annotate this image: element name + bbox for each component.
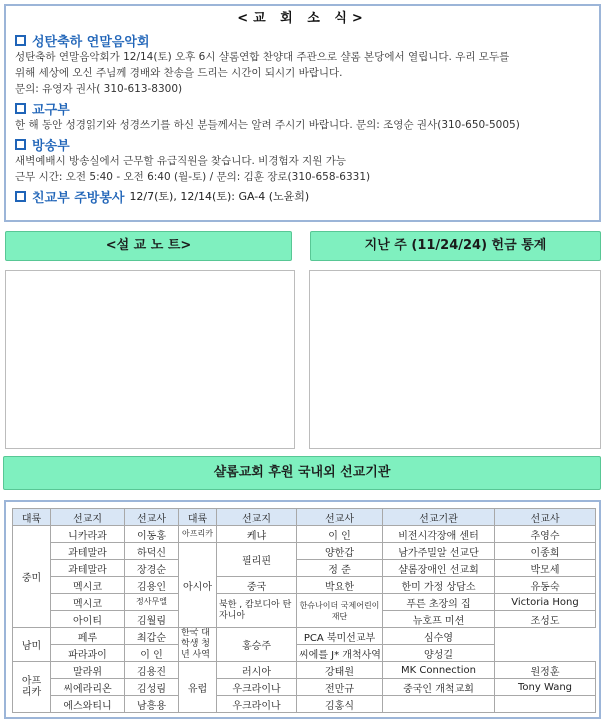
place-cell: 우크라이나 [217, 696, 297, 713]
checkbox-square-icon [15, 191, 26, 202]
header-region: 대륙 [179, 509, 217, 526]
missionary-cell: 한슈나이더 국제어린이 재단 [297, 594, 383, 628]
missionary-cell: 원정훈 [495, 662, 596, 679]
table-row [13, 696, 596, 713]
header-place: 선교지 [51, 509, 125, 526]
place-cell: 필리핀 [217, 543, 297, 577]
org-cell: 한미 가정 상담소 [383, 577, 495, 594]
place-cell: 과테말라 [51, 543, 125, 560]
header-organization: 선교기관 [383, 509, 495, 526]
org-cell: 씨에를 J* 개척사역 [297, 645, 383, 662]
section-heading-broadcast: 방송부 [15, 135, 590, 153]
table-row [13, 645, 596, 662]
missionary-cell: 정사무엘 [125, 594, 179, 611]
missionary-cell: 장경순 [125, 560, 179, 577]
place-cell: 중국 [217, 577, 297, 594]
missionary-cell: 김용진 [125, 662, 179, 679]
missionary-cell: 정 준 [297, 560, 383, 577]
org-cell: 중국인 개척교회 [383, 679, 495, 696]
region-cell: 중미 [13, 526, 51, 628]
offering-stats-panel [309, 270, 601, 449]
place-cell: 파라과이 [51, 645, 125, 662]
org-cell: 비전시각장애 센터 [383, 526, 495, 543]
header-missionary: 선교사 [495, 509, 596, 526]
missionary-cell [495, 696, 596, 713]
place-cell: 북한 , 캄보디아 탄자니아 [217, 594, 297, 628]
section-body-parish: 한 해 동안 성경읽기와 성경쓰기를 하신 분들께서는 알려 주시기 바랍니다. 문의: 조영순 권사(310-650-5005) [15, 119, 520, 131]
missionary-cell: 양성길 [383, 645, 495, 662]
org-cell [383, 696, 495, 713]
missionary-cell: 김월림 [125, 611, 179, 628]
missionary-cell: 박요한 [297, 577, 383, 594]
place-cell: 멕시코 [51, 577, 125, 594]
sermon-notes-panel [5, 270, 295, 449]
org-cell: 남가주밀알 선교단 [383, 543, 495, 560]
place-cell: 케냐 [217, 526, 297, 543]
missionary-cell: Tony Wang [495, 679, 596, 696]
place-cell: 러시아 [217, 662, 297, 679]
table-row [13, 543, 596, 560]
missionary-cell: 하덕신 [125, 543, 179, 560]
section-heading-concert: 성탄축하 연말음악회 [15, 31, 590, 49]
kitchen-schedule: 12/7(토), 12/14(토): GA-4 (노윤희) [129, 190, 310, 203]
header-missionary: 선교사 [125, 509, 179, 526]
missionary-cell: 유동숙 [495, 577, 596, 594]
org-cell: 샬롬장애인 선교회 [383, 560, 495, 577]
missionary-cell: 이동홍 [125, 526, 179, 543]
place-cell: 한국 대학생 청년 사역 [179, 628, 217, 662]
missionary-cell: 심수영 [383, 628, 495, 645]
missionary-cell: 박모세 [495, 560, 596, 577]
section-body-concert: 성탄축하 연말음악회가 12/14(토) 오후 6시 샬롬연합 찬양대 주관으로 샬롬 본당에서 열립니다. 우리 모두를 위해 세상에 오신 주님께 경배와 찬송을 드리는 시간이 되시기 바랍니다. 문의: 유영자 권사( 310-613-8300) [15, 51, 510, 95]
region-cell: 남미 [13, 628, 51, 662]
org-cell: 푸른 초장의 집 [383, 594, 495, 611]
missionary-cell: 최갑순 [125, 628, 179, 645]
checkbox-square-icon [15, 35, 26, 46]
missionary-cell: 이 인 [125, 645, 179, 662]
missionary-cell: 이 인 [297, 526, 383, 543]
section-heading-kitchen: 친교부 주방봉사 12/7(토), 12/14(토): GA-4 (노윤희) [15, 187, 590, 205]
missionary-cell: 강태원 [297, 662, 383, 679]
table-row [13, 679, 596, 696]
missionary-cell: 김홍식 [297, 696, 383, 713]
missions-banner[interactable]: 샬롬교회 후원 국내외 선교기관 [3, 456, 601, 490]
missionary-cell: 조성도 [495, 611, 596, 628]
region-cell: 유럽 [179, 662, 217, 713]
section-body-broadcast: 새벽예배시 방송실에서 근무할 유급직원을 찾습니다. 비경험자 지원 가능 근무 시간: 오전 5:40 - 오전 6:40 (월-토) / 문의: 김훈 장로(310-658-6331) [15, 155, 371, 183]
table-row [13, 662, 596, 679]
checkbox-square-icon [15, 139, 26, 150]
place-cell: 씨에라리온 [51, 679, 125, 696]
sermon-notes-button[interactable]: <설 교 노 트> [5, 231, 292, 261]
church-news-box [4, 4, 601, 222]
section-heading-parish: 교구부 [15, 99, 590, 117]
missionary-cell: 김성림 [125, 679, 179, 696]
church-news-title: <교 회 소 식> [237, 11, 368, 26]
place-cell: 아이티 [51, 611, 125, 628]
missionary-cell: 양한갑 [297, 543, 383, 560]
header-place: 선교지 [217, 509, 297, 526]
table-row [13, 560, 596, 577]
table-row [13, 526, 596, 543]
checkbox-square-icon [15, 103, 26, 114]
offering-stats-button[interactable]: 지난 주 (11/24/24) 헌금 통계 [310, 231, 601, 261]
place-cell: 우크라이나 [217, 679, 297, 696]
missionary-cell: 이종희 [495, 543, 596, 560]
place-cell: 과테말라 [51, 560, 125, 577]
place-cell: 에스와티니 [51, 696, 125, 713]
missionary-cell: 전만규 [297, 679, 383, 696]
missionary-cell: 남흥용 [125, 696, 179, 713]
table-row [13, 577, 596, 594]
missionary-cell: 김용인 [125, 577, 179, 594]
missions-table [12, 508, 596, 713]
region-cell: 아프리카 [13, 662, 51, 713]
missionary-cell: Victoria Hong [495, 594, 596, 611]
place-cell: 니카라과 [51, 526, 125, 543]
table-row [13, 628, 596, 645]
region-cell: 아시아 [179, 543, 217, 628]
missions-table-box [4, 500, 601, 719]
missionary-cell: 추영수 [495, 526, 596, 543]
region-cell: 아프리카 [179, 526, 217, 543]
place-cell: 페루 [51, 628, 125, 645]
table-row [13, 594, 596, 611]
org-cell: 뉴호프 미션 [383, 611, 495, 628]
header-region: 대륙 [13, 509, 51, 526]
missionary-cell: 홍승주 [217, 628, 297, 662]
place-cell: 멕시코 [51, 594, 125, 611]
table-header-row [13, 509, 596, 526]
org-cell: MK Connection [383, 662, 495, 679]
place-cell: 말라위 [51, 662, 125, 679]
header-missionary: 선교사 [297, 509, 383, 526]
org-cell: PCA 북미선교부 [297, 628, 383, 645]
